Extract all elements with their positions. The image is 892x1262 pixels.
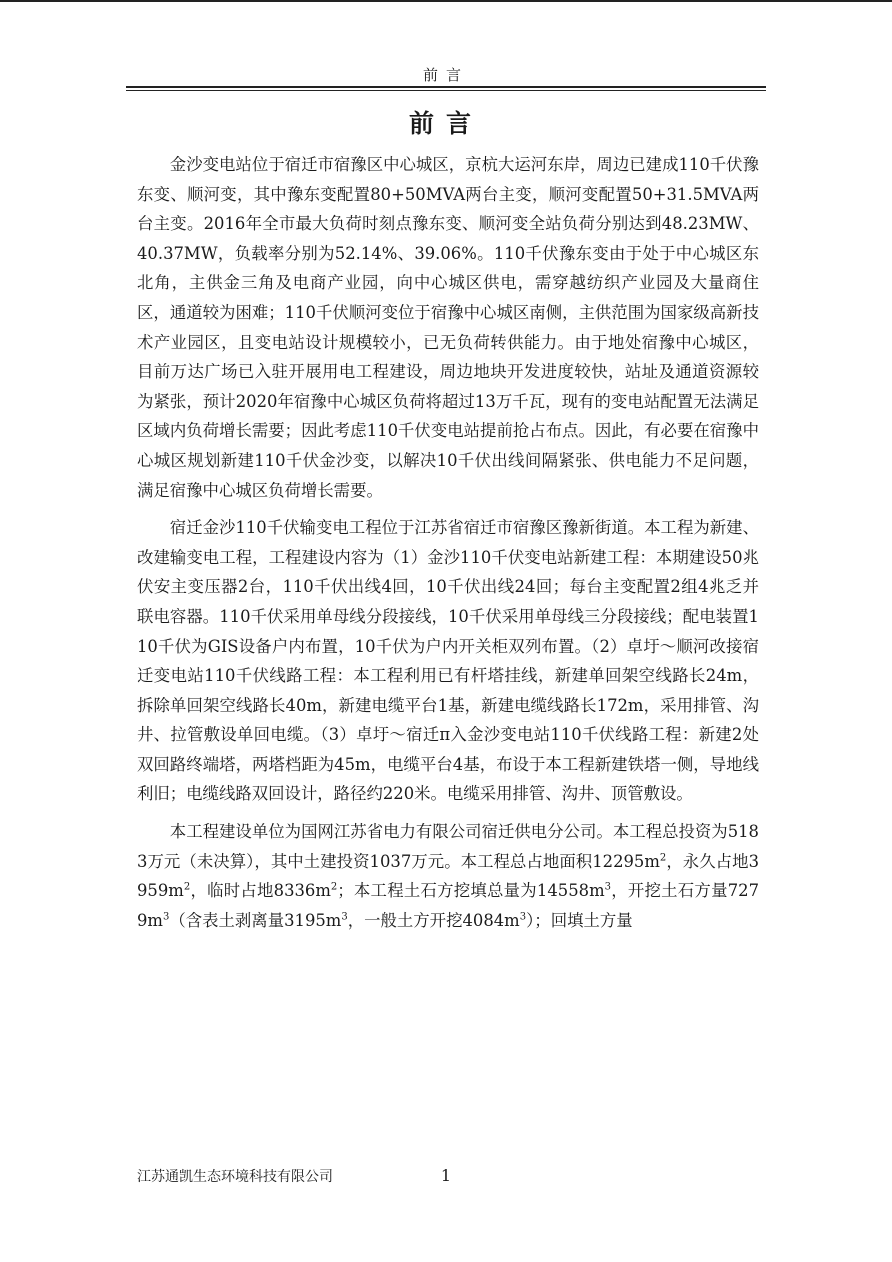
superscript-3: 3 [162, 911, 170, 923]
paragraph-3-text: ，一般土方开挖4084m [347, 910, 520, 930]
paragraph-3-text: ，开挖土石方量7279m [137, 881, 759, 930]
paragraph-3-text: （含表土剥离量3195m [169, 910, 342, 930]
footer-company: 江苏通凯生态环境科技有限公司 [137, 1169, 333, 1185]
superscript-2: 2 [330, 881, 338, 893]
header-rule-thin [126, 90, 766, 91]
header-rule-thick [126, 86, 766, 88]
paragraph-3-text: 本工程建设单位为国网江苏省电力有限公司宿迁供电分公司。本工程总投资为5183万元（未决算），其中土建投资1037万元。本工程总占地面积12295m [137, 822, 759, 871]
paragraph-3 [137, 817, 759, 935]
paragraph-3-text: ）；回填土方量 [526, 910, 633, 930]
running-header: 前言 [422, 66, 469, 84]
page-title: 前言 [408, 109, 483, 138]
superscript-3: 3 [341, 911, 348, 923]
page-top-border [0, 0, 892, 2]
paragraph-3-text: ；本工程土石方挖填总量为14558m [337, 881, 605, 901]
paragraph-2: 宿迁金沙110千伏输变电工程位于江苏省宿迁市宿豫区豫新街道。本工程为新建、改建输变电工程，工程建设内容为（1）金沙110千伏变电站新建工程：本期建设50兆伏安主变压器2台，110千伏出线4回，10千伏出线24回；每台主变配置2组4兆乏并联电容器。110千伏采用单母线分段接线，10千伏采用单母线三分段接线；配电装置110千伏为GIS设备户内布置，10千伏为户内开关柜双列布置。（2）卓圩～顺河改接宿迁变电站110千伏线路工程：本工程利用已有杆塔挂线，新建单回架空线路长24m，拆除单回架空线路长40m，新建电缆平台1基，新建电缆线路长172m，采用排管、沟井、拉管敷设单回电缆。（3）卓圩～宿迁π入金沙变电站110千伏线路工程：新建2处双回路终端塔，两塔档距为45m，电缆平台4基，布设于本工程新建铁塔一侧，导地线利旧；电缆线路双回设计，路径约220米。电缆采用排管、沟井、顶管敷设。 [137, 518, 759, 804]
paragraph-3-text: ，临时占地8336m [190, 881, 331, 901]
paragraph-3-text: ，永久占地3959m [137, 851, 759, 901]
superscript-3: 3 [519, 911, 527, 923]
paragraph-1: 金沙变电站位于宿迁市宿豫区中心城区，京杭大运河东岸，周边已建成110千伏豫东变、顺河变，其中豫东变配置80+50MVA两台主变，顺河变配置50+31.5MVA两台主变。2016年全市最大负荷时刻点豫东变、顺河变全站负荷分别达到48.23MW、40.37MW，负载率分别为52.14%、39.06%。110千伏豫东变由于处于中心城区东北角，主供金三角及电商产业园，向中心城区供电，需穿越纺织产业园及大量商住区，通道较为困难；110千伏顺河变位于宿豫中心城区南侧，主供范围为国家级高新技术产业园区，且变电站设计规模较小，已无负荷转供能力。由于地处宿豫中心城区，目前万达广场已入驻开展用电工程建设，周边地块开发进度较快，站址及通道资源较为紧张，预计2020年宿豫中心城区负荷将超过13万千瓦，现有的变电站配置无法满足区域内负荷增长需要；因此考虑110千伏变电站提前抢占布点。因此，有必要在宿豫中心城区规划新建110千伏金沙变，以解决10千伏出线间隔紧张、供电能力不足问题，满足宿豫中心城区负荷增长需要。 [137, 155, 759, 500]
page-number: 1 [440, 1166, 452, 1185]
superscript-2: 2 [183, 881, 191, 893]
superscript-3: 3 [604, 881, 611, 893]
superscript-2: 2 [659, 852, 667, 864]
body-text [137, 150, 759, 943]
